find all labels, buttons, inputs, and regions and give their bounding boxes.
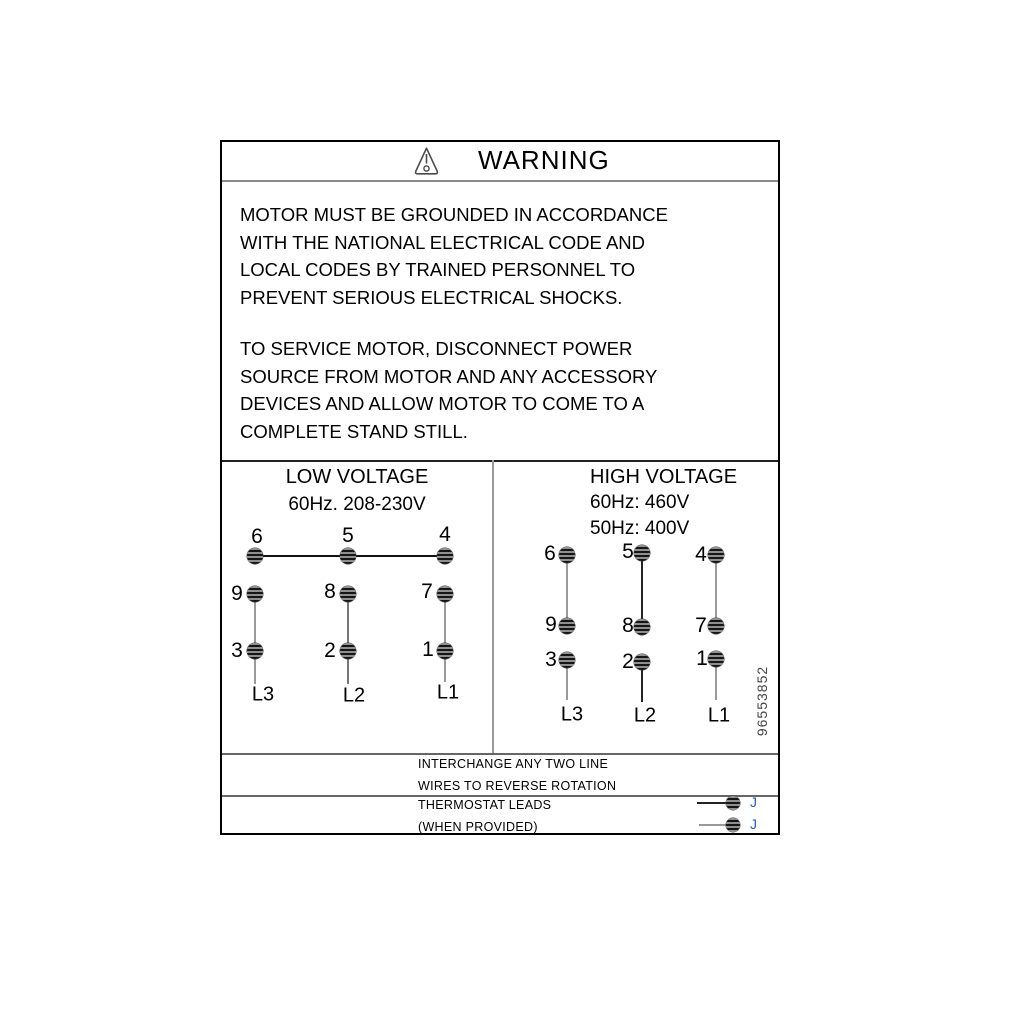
thermostat-lead-label: J: [750, 794, 757, 810]
terminal-number: 5: [622, 540, 634, 563]
header-divider: [222, 180, 778, 182]
terminal-screw-icon: [559, 618, 575, 634]
warning-text-line: DEVICES AND ALLOW MOTOR TO COME TO A: [240, 393, 645, 414]
voltage-section-divider: [492, 460, 494, 753]
thermostat-divider: [222, 795, 778, 797]
terminal-number: 2: [622, 650, 634, 673]
terminal-number: 9: [545, 613, 557, 636]
warning-section-divider: [222, 460, 778, 462]
terminal-screw-icon: [559, 547, 575, 563]
thermostat-lead-label: J: [750, 816, 757, 832]
thermostat-lead-wire: [699, 824, 728, 826]
warning-text-line: MOTOR MUST BE GROUNDED IN ACCORDANCE: [240, 204, 668, 225]
terminal-number: 8: [622, 614, 634, 637]
warning-text-line: PREVENT SERIOUS ELECTRICAL SHOCKS.: [240, 286, 623, 308]
warning-title: WARNING: [478, 145, 610, 175]
terminal-number: 7: [695, 614, 707, 637]
line-label: L3: [251, 683, 275, 706]
terminal-screw-icon: [708, 618, 724, 634]
terminal-number: 3: [545, 648, 557, 671]
terminal-screw-icon: [247, 548, 263, 564]
low-voltage-rating: 60Hz. 208-230V: [288, 494, 426, 515]
rotation-note-line-2: WIRES TO REVERSE ROTATION: [418, 779, 617, 793]
terminal-number: 6: [251, 525, 263, 548]
high-voltage-rating-60hz: 60Hz: 460V: [590, 492, 690, 513]
terminal-screw-icon: [726, 818, 740, 832]
terminal-number: 6: [544, 542, 556, 565]
high-voltage-wire-5-8: [641, 553, 643, 626]
thermostat-lead-wire: [697, 802, 728, 804]
part-number: 96553852: [754, 665, 770, 737]
line-label: L2: [633, 704, 657, 727]
line-label: L2: [342, 684, 366, 707]
terminal-number: 1: [422, 638, 434, 661]
warning-triangle-icon: [413, 146, 440, 176]
line-label: L1: [707, 704, 731, 727]
terminal-number: 3: [231, 639, 243, 662]
low-voltage-title: LOW VOLTAGE: [285, 466, 429, 488]
terminal-number: 9: [231, 582, 243, 605]
low-voltage-wire-l2: [347, 594, 349, 684]
terminal-screw-icon: [340, 643, 356, 659]
notes-divider: [222, 753, 778, 755]
terminal-number: 1: [696, 647, 708, 670]
motor-warning-label: [220, 140, 780, 835]
terminal-screw-icon: [437, 548, 453, 564]
thermostat-note-line-1: THERMOSTAT LEADS: [418, 798, 552, 812]
warning-text-line: WITH THE NATIONAL ELECTRICAL CODE AND: [240, 231, 646, 253]
high-voltage-wire-4-7: [715, 555, 717, 626]
terminal-number: 4: [695, 543, 707, 566]
high-voltage-rating-50hz: 50Hz: 400V: [590, 518, 690, 539]
terminal-screw-icon: [634, 545, 650, 561]
low-voltage-wire-l1: [444, 594, 446, 682]
terminal-screw-icon: [634, 619, 650, 635]
high-voltage-title: HIGH VOLTAGE: [590, 466, 738, 488]
line-label: L1: [436, 681, 460, 704]
warning-text-line: TO SERVICE MOTOR, DISCONNECT POWER: [240, 338, 633, 359]
terminal-screw-icon: [559, 652, 575, 668]
warning-text-line: LOCAL CODES BY TRAINED PERSONNEL TO: [240, 259, 636, 280]
terminal-number: 4: [439, 523, 451, 546]
terminal-screw-icon: [247, 586, 263, 602]
terminal-number: 2: [324, 639, 336, 662]
terminal-screw-icon: [340, 586, 356, 602]
terminal-number: 5: [342, 524, 354, 547]
terminal-number: 7: [421, 580, 433, 603]
thermostat-note-line-2: (WHEN PROVIDED): [418, 820, 538, 834]
terminal-screw-icon: [708, 547, 724, 563]
line-label: L3: [560, 703, 584, 726]
terminal-screw-icon: [340, 548, 356, 564]
high-voltage-wire-6-9: [566, 555, 568, 626]
warning-paragraph-2: [240, 335, 657, 445]
low-voltage-wire-l3: [254, 594, 256, 684]
terminal-screw-icon: [634, 654, 650, 670]
warning-paragraph-1: [240, 201, 668, 311]
rotation-note-line-1: INTERCHANGE ANY TWO LINE: [418, 757, 609, 771]
terminal-screw-icon: [247, 643, 263, 659]
high-voltage-header: [590, 464, 737, 542]
terminal-screw-icon: [437, 643, 453, 659]
warning-text-line: COMPLETE STAND STILL.: [240, 420, 468, 442]
terminal-number: 8: [324, 580, 336, 603]
terminal-screw-icon: [437, 586, 453, 602]
terminal-screw-icon: [708, 651, 724, 667]
warning-text-line: SOURCE FROM MOTOR AND ANY ACCESSORY: [240, 365, 658, 387]
terminal-screw-icon: [726, 796, 740, 810]
